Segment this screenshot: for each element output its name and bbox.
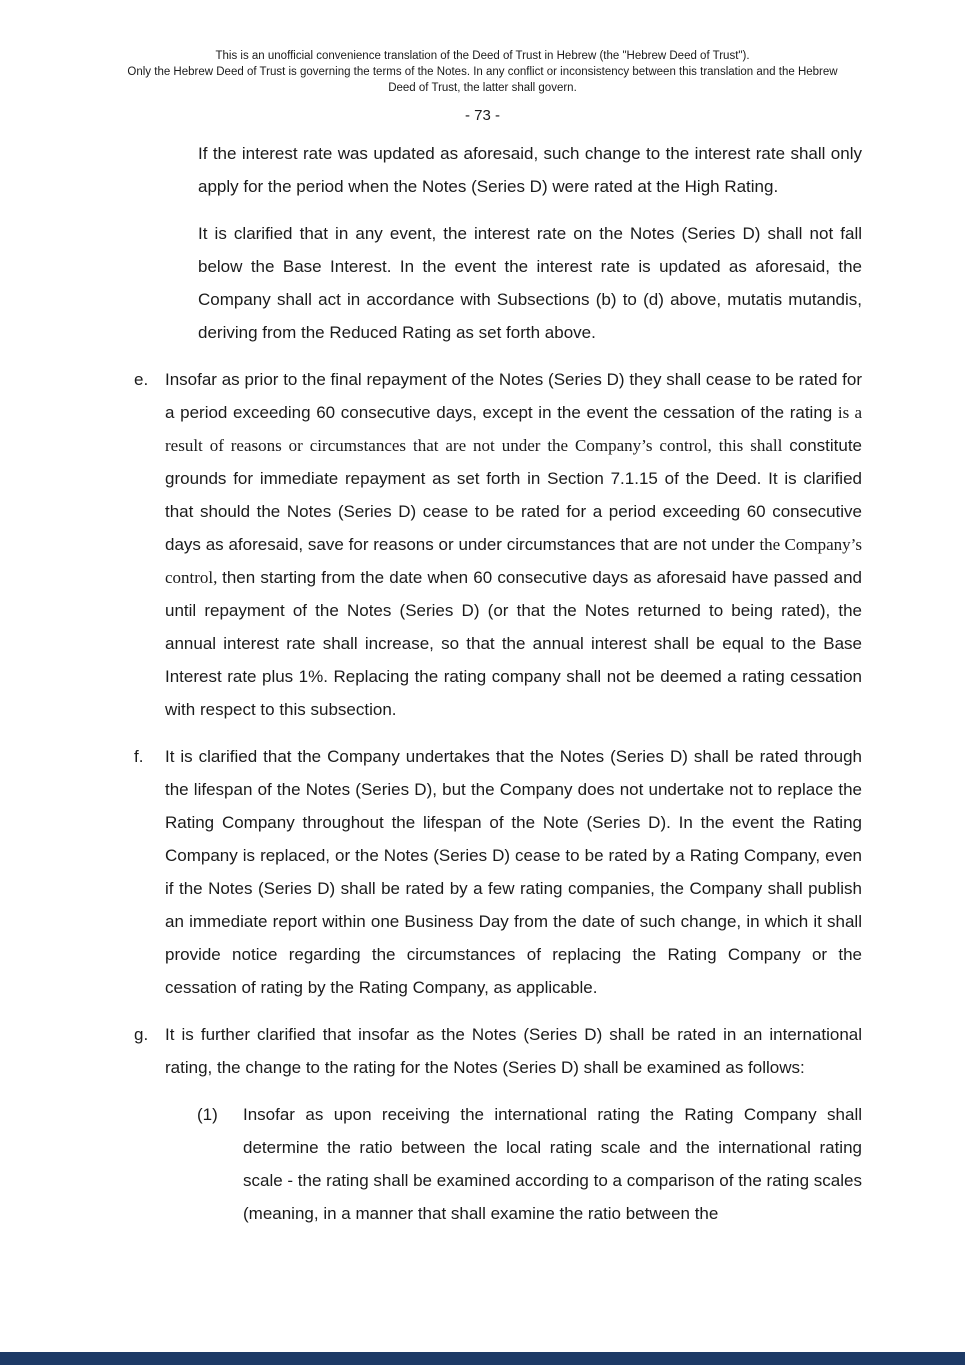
text-segment: Insofar as prior to the final repayment of the Notes (Series D) they shall cease to be rated for a period exceeding 60 consecutive days, except in the event the cessation of the rating [165, 370, 862, 422]
item-marker: (1) [197, 1105, 218, 1124]
list-item-e [134, 363, 862, 726]
disclaimer-line-2: Only the Hebrew Deed of Trust is governing the terms of the Notes. In any conflict or inconsistency between this translation and the Hebrew [127, 66, 838, 78]
list-item-f [134, 740, 862, 1004]
bottom-page-bar [0, 1352, 965, 1365]
document-body [134, 137, 862, 1230]
item-body [165, 363, 862, 726]
text-segment: then starting from the date when 60 consecutive days as aforesaid have passed and until repayment of the Notes (Series D) (or that the Notes returned to being rated), the annual interest rate shall increase, so that the annual interest shall be equal to the Base Interest rate plus 1%. Replacing the rating company shall not be deemed a rating cessation with respect to this subsection. [165, 568, 863, 719]
item-marker: e. [134, 370, 149, 389]
item-marker: f. [134, 747, 144, 766]
page-number: - 73 - [464, 107, 500, 124]
disclaimer-line-1: This is an unofficial convenience translation of the Deed of Trust in Hebrew (the "Hebrew Deed of Trust"). [215, 50, 750, 62]
item-body: It is further clarified that insofar as the Notes (Series D) shall be rated in an international rating, the change to the rating for the Notes (Series D) shall be examined as follows: [165, 1025, 862, 1077]
list-item-g1 [197, 1098, 862, 1230]
item-marker: g. [134, 1025, 149, 1044]
text-segment: is a result of reasons or circumstances that are not under the Company’s control, this shall [165, 403, 863, 455]
paragraph: It is clarified that in any event, the interest rate on the Notes (Series D) shall not fall below the Base Interest. In the event the interest rate is updated as aforesaid, the Company shall act in accordance with Subsections (b) to (d) above, mutatis mutandis, deriving from the Reduced Rating as set forth above. [198, 224, 862, 342]
item-body: It is clarified that the Company undertakes that the Notes (Series D) shall be rated through the lifespan of the Notes (Series D), but the Company does not undertake not to replace the Rating Company throughout the lifespan of the Note (Series D). In the event the Rating Company is replaced, or the Notes (Series D) cease to be rated by a Rating Company, even if the Notes (Series D) shall be rated by a few rating companies, the Company shall publish an immediate report within one Business Day from the date of such change, in which it shall provide notice regarding the circumstances of replacing the Rating Company or the cessation of rating by the Rating Company, as applicable. [165, 747, 862, 997]
paragraph: If the interest rate was updated as aforesaid, such change to the interest rate shall only apply for the period when the Notes (Series D) were rated at the High Rating. [198, 144, 862, 196]
item-body: Insofar as upon receiving the international rating the Rating Company shall determine the ratio between the local rating scale and the international rating scale - the rating shall be examined according to a comparison of the rating scales (meaning, in a manner that shall examine the ratio between the [243, 1105, 862, 1223]
list-item-g [134, 1018, 862, 1084]
disclaimer-header [0, 0, 965, 96]
disclaimer-line-3: Deed of Trust, the latter shall govern. [388, 82, 577, 94]
text-segment: constitute grounds for immediate repayment as set forth in Section 7.1.15 of the Deed. It is clarified that should the Notes (Series D) cease to be rated for a period exceeding 60 consecutive days as aforesaid, save for reasons or under circumstances that are not under [165, 436, 862, 554]
text-segment: the Company’s control, [165, 535, 862, 587]
